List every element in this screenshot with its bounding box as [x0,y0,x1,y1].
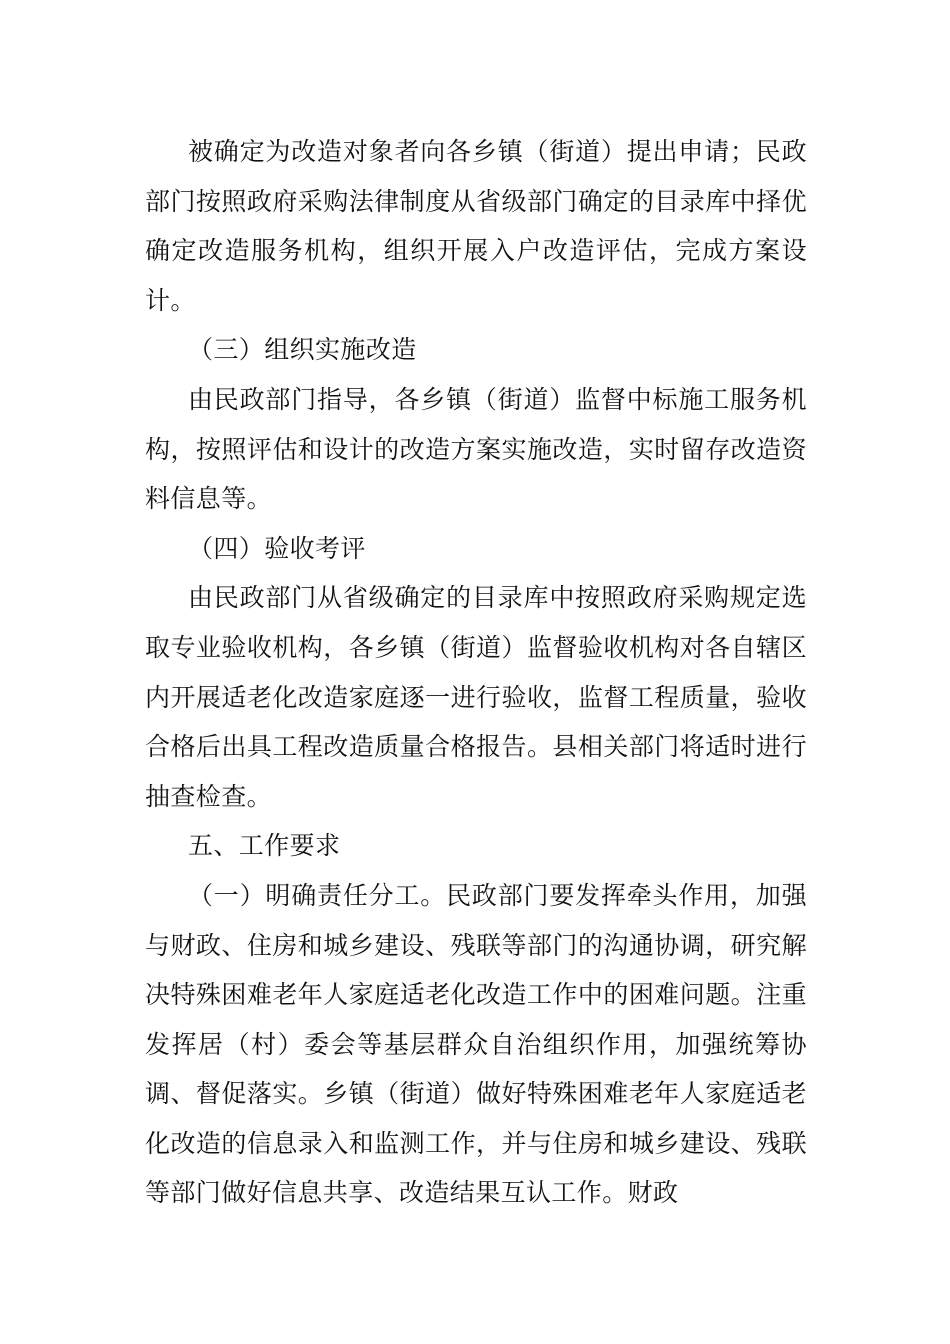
heading-acceptance-evaluation: （四）验收考评 [188,533,366,563]
heading-organize-renovation: （三）组织实施改造 [188,335,417,365]
paragraph-clarify-responsibilities: （一）明确责任分工。民政部门要发挥牵头作用，加强与财政、住房和城乡建设、残联等部门的沟通协调，研究解决特殊困难老年人家庭适老化改造工作中的困难问题。注重发挥居（村）委会等基层群众自治组织作用，加强统筹协调、督促落实。乡镇（街道）做好特殊困难老年人家庭适老化改造的信息录入和监测工作，并与住房和城乡建设、残联等部门做好信息共享、改造结果互认工作。财政 [145,880,807,1208]
paragraph-acceptance-process: 由民政部门从省级确定的目录库中按照政府采购规定选取专业验收机构，各乡镇（街道）监督验收机构对各自辖区内开展适老化改造家庭逐一进行验收，监督工程质量，验收合格后出具工程改造质量合格报告。县相关部门将适时进行抽查检查。 [145,583,807,811]
paragraph-application-process: 被确定为改造对象者向各乡镇（街道）提出申请；民政部门按照政府采购法律制度从省级部门确定的目录库中择优确定改造服务机构，组织开展入户改造评估，完成方案设计。 [145,137,807,315]
paragraph-renovation-implementation: 由民政部门指导，各乡镇（街道）监督中标施工服务机构，按照评估和设计的改造方案实施改造，实时留存改造资料信息等。 [145,384,807,514]
heading-work-requirements: 五、工作要求 [188,831,341,861]
document-body [145,127,807,1218]
